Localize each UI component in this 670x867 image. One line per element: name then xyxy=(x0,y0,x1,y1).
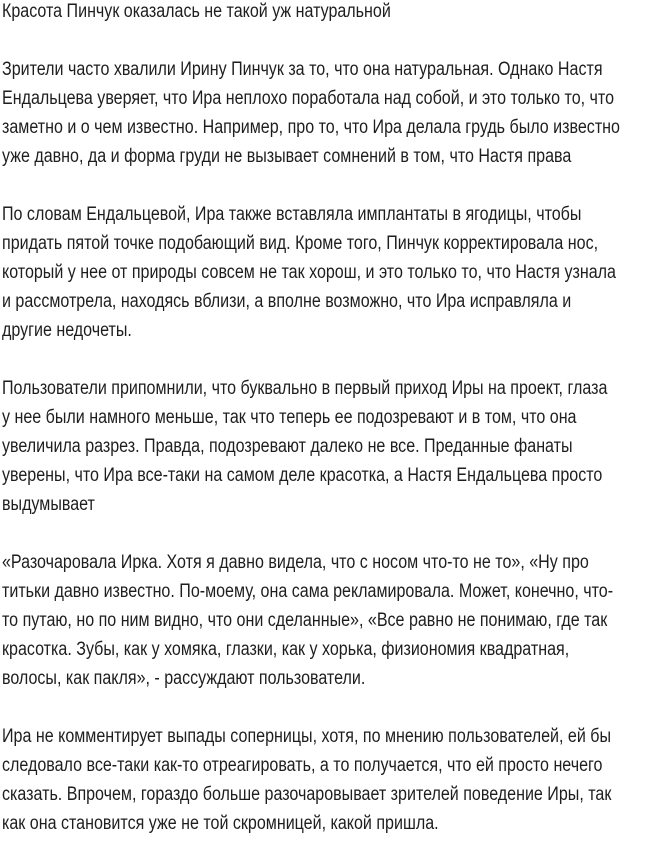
paragraph xyxy=(2,548,670,693)
paragraph-line: и рассмотрела, находясь вблизи, а вполне возможно, что Ира исправляла и xyxy=(2,291,572,312)
paragraph xyxy=(2,722,670,838)
paragraph-line: Ендальцева уверяет, что Ира неплохо поработала над собой, и это только то, что xyxy=(2,88,615,109)
paragraph xyxy=(2,200,670,345)
article xyxy=(2,0,670,867)
paragraph-line: придать пятой точке подобающий вид. Кроме того, Пинчук корректировала нос, xyxy=(2,233,599,254)
paragraph-line: волосы, как пакля», - рассуждают пользователи. xyxy=(2,668,366,689)
paragraph-line: уверены, что Ира все-таки на самом деле красотка, а Настя Ендальцева просто xyxy=(2,465,603,486)
paragraph-line: титьки давно известно. По-моему, она сама рекламировала. Может, конечно, что- xyxy=(2,581,614,602)
paragraph-line: увеличила разрез. Правда, подозревают далеко не все. Преданные фанаты xyxy=(2,436,573,457)
paragraph-line: как она становится уже не той скромницей, какой пришла. xyxy=(2,813,439,834)
article-body xyxy=(2,55,670,838)
paragraph-line: сказать. Впрочем, гораздо больше разочаровывает зрителей поведение Иры, так xyxy=(2,784,612,805)
paragraph-line: «Разочаровала Ирка. Хотя я давно видела, что с носом что-то не то», «Ну про xyxy=(2,552,589,573)
paragraph-line: По словам Ендальцевой, Ира также вставляла имплантаты в ягодицы, чтобы xyxy=(2,204,582,225)
paragraph-line: Ира не комментирует выпады соперницы, хотя, по мнению пользователей, ей бы xyxy=(2,726,612,747)
paragraph-line: который у нее от природы совсем не так хорош, и это только то, что Настя узнала xyxy=(2,262,616,283)
paragraph-line: Зрители часто хвалили Ирину Пинчук за то, что она натуральная. Однако Настя xyxy=(2,59,603,80)
article-title: Красота Пинчук оказалась не такой уж натуральной xyxy=(2,1,391,22)
paragraph xyxy=(2,374,670,519)
paragraph xyxy=(2,55,670,171)
paragraph-line: уже давно, да и форма груди не вызывает сомнений в том, что Настя права xyxy=(2,146,572,167)
paragraph-line: красотка. Зубы, как у хомяка, глазки, как у хорька, физиономия квадратная, xyxy=(2,639,570,660)
paragraph-line: выдумывает xyxy=(2,494,95,515)
paragraph-line: Пользователи припомнили, что буквально в первый приход Иры на проект, глаза xyxy=(2,378,608,399)
paragraph-line: другие недочеты. xyxy=(2,320,132,341)
paragraph-line: заметно и о чем известно. Например, про то, что Ира делала грудь было известно xyxy=(2,117,620,138)
paragraph-line: у нее были намного меньше, так что теперь ее подозревают и в том, что она xyxy=(2,407,577,428)
paragraph-line: то путаю, но по ним видно, что они сделанные», «Все равно не понимаю, где так xyxy=(2,610,608,631)
paragraph-line: следовало все-таки как-то отреагировать, а то получается, что ей просто нечего xyxy=(2,755,603,776)
